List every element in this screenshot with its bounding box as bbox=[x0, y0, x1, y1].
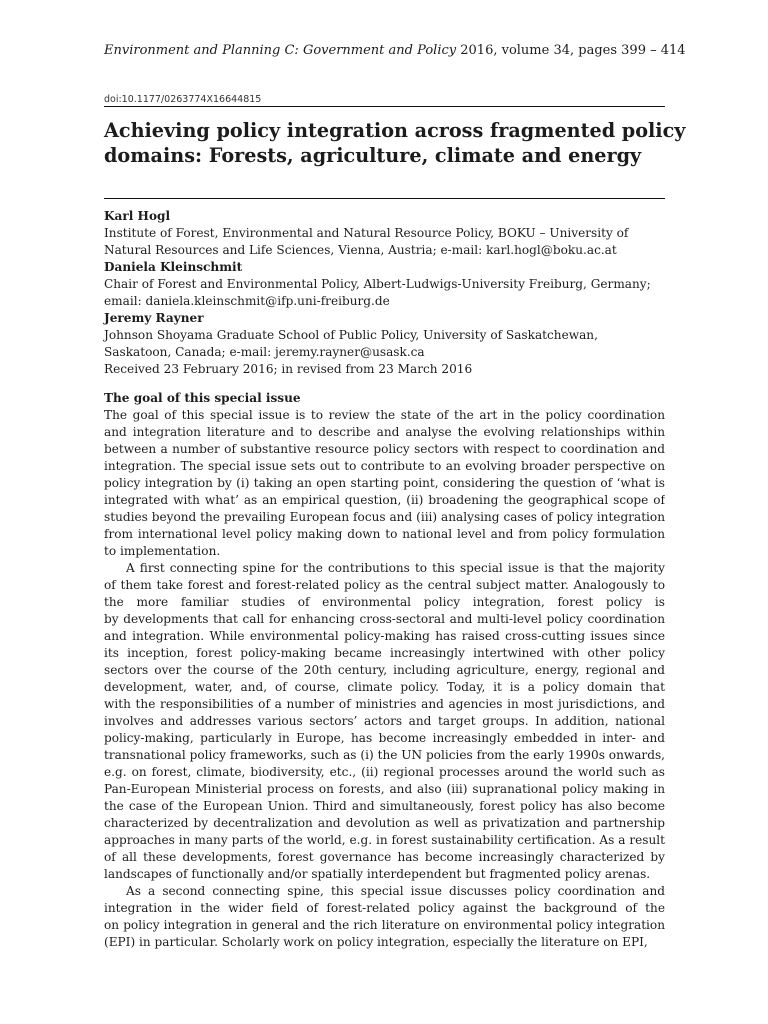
author-affiliation: Institute of Forest, Environmental and Natural Resource Policy, BOKU – University of bbox=[104, 226, 629, 240]
paragraph-line: and integration. While environmental policy-making has raised cross-cutting issues since bbox=[104, 629, 665, 643]
author-block bbox=[104, 310, 665, 361]
paragraph-line: with the responsibilities of a number of ministries and agencies in most jurisdictions, and bbox=[104, 697, 665, 711]
doi[interactable]: doi:10.1177/0263774X16644815 bbox=[104, 94, 262, 105]
paragraph bbox=[104, 407, 665, 560]
article-title bbox=[104, 118, 686, 168]
paragraph bbox=[104, 560, 665, 883]
paragraph-line: the more familiar studies of environmental policy integration, forest policy is bbox=[104, 595, 665, 609]
author-name: Karl Hogl bbox=[104, 209, 171, 223]
title-line: domains: Forests, agriculture, climate and energy bbox=[104, 144, 642, 167]
paragraph-line: characterized by decentralization and devolution as well as privatization and partnership bbox=[104, 816, 665, 830]
paragraph-line: studies beyond the prevailing European focus and (iii) analysing cases of policy integration bbox=[104, 510, 665, 524]
paragraph-line: policy integration by (i) taking an open starting point, considering the question of ‘what is bbox=[104, 476, 665, 490]
author-name: Jeremy Rayner bbox=[104, 311, 204, 325]
top-rule bbox=[104, 106, 665, 107]
paragraph-line: to implementation. bbox=[104, 544, 221, 558]
section-gap bbox=[104, 378, 665, 390]
paragraph-line: sectors over the course of the 20th century, including agriculture, energy, regional and bbox=[104, 663, 665, 677]
paragraph-line: approaches in many parts of the world, e.g. in forest sustainability certification. As a result bbox=[104, 833, 665, 847]
paragraph-line: The goal of this special issue is to review the state of the art in the policy coordination bbox=[104, 408, 665, 422]
author-affiliation: email: daniela.kleinschmit@ifp.uni-freiburg.de bbox=[104, 294, 390, 308]
author-name: Daniela Kleinschmit bbox=[104, 260, 243, 274]
paragraph-line: of all these developments, forest governance has become increasingly characterized by bbox=[104, 850, 665, 864]
paragraph-line: between a number of substantive resource policy sectors with respect to coordination and bbox=[104, 442, 665, 456]
paragraph-line: As a second connecting spine, this special issue discusses policy coordination and bbox=[126, 884, 665, 898]
article-body bbox=[104, 208, 665, 951]
paragraph-line: e.g. on forest, climate, biodiversity, etc., (ii) regional processes around the world such as bbox=[104, 765, 665, 779]
paragraph-line: transnational policy frameworks, such as (i) the UN policies from the early 1990s onwards, bbox=[104, 748, 665, 762]
journal-name: Environment and Planning C: Government and Policy bbox=[104, 43, 457, 58]
paragraph-line: its inception, forest policy-making became increasingly intertwined with other policy bbox=[104, 646, 665, 660]
paragraph-line: landscapes of functionally and/or spatially interdependent but fragmented policy arenas. bbox=[104, 867, 651, 881]
paragraph-line: (EPI) in particular. Scholarly work on policy integration, especially the literature on EPI, bbox=[104, 935, 648, 949]
author-affiliation: Johnson Shoyama Graduate School of Public Policy, University of Saskatchewan, bbox=[104, 328, 598, 342]
paragraph-line: on policy integration in general and the rich literature on environmental policy integration bbox=[104, 918, 665, 932]
paragraph-line: the case of the European Union. Third and simultaneously, forest policy has also become bbox=[104, 799, 665, 813]
paragraph-line: integrated with what’ as an empirical question, (ii) broadening the geographical scope of bbox=[104, 493, 665, 507]
paragraph-line: integration. The special issue sets out to contribute to an evolving broader perspective on bbox=[104, 459, 665, 473]
paragraph-line: involves and addresses various sectors’ actors and target groups. In addition, national bbox=[104, 714, 665, 728]
paragraph-line: development, water, and, of course, climate policy. Today, it is a policy domain that bbox=[104, 680, 665, 694]
title-line: Achieving policy integration across fragmented policy bbox=[104, 119, 686, 142]
paragraph-line: of them take forest and forest-related policy as the central subject matter. Analogously to bbox=[104, 578, 665, 592]
paragraph-line: by developments that call for enhancing cross-sectoral and multi-level policy coordination bbox=[104, 612, 665, 626]
author-block bbox=[104, 208, 665, 259]
title-rule bbox=[104, 198, 665, 199]
paragraph-line: Pan-European Ministerial process on forests, and also (iii) supranational policy making in bbox=[104, 782, 665, 796]
paragraph bbox=[104, 883, 665, 951]
paragraph-line: and integration literature and to describe and analyse the evolving relationships within bbox=[104, 425, 665, 439]
author-affiliation: Chair of Forest and Environmental Policy, Albert-Ludwigs-University Freiburg, Germany; bbox=[104, 277, 651, 291]
author-block bbox=[104, 259, 665, 310]
journal-details: 2016, volume 34, pages 399 – 414 bbox=[460, 43, 686, 58]
received-date: Received 23 February 2016; in revised from 23 March 2016 bbox=[104, 362, 473, 376]
paragraph-line: policy-making, particularly in Europe, has become increasingly embedded in inter- and bbox=[104, 731, 665, 745]
paragraph-line: A first connecting spine for the contributions to this special issue is that the majority bbox=[126, 561, 665, 575]
author-affiliation: Saskatoon, Canada; e-mail: jeremy.rayner@usask.ca bbox=[104, 345, 425, 359]
journal-citation bbox=[104, 43, 686, 58]
author-affiliation: Natural Resources and Life Sciences, Vienna, Austria; e-mail: karl.hogl@boku.ac.at bbox=[104, 243, 617, 257]
section-heading: The goal of this special issue bbox=[104, 391, 301, 405]
paragraph-line: integration in the wider field of forest-related policy against the background of the bbox=[104, 901, 665, 915]
paragraph-line: from international level policy making down to national level and from policy formulation bbox=[104, 527, 665, 541]
